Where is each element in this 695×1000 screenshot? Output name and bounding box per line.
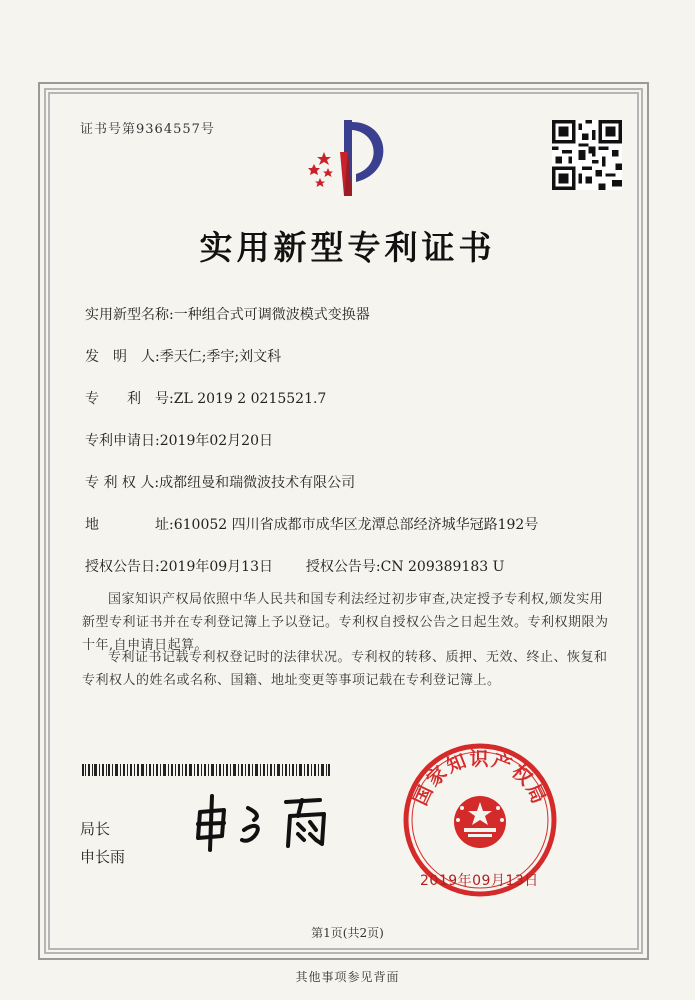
- grant-statement: 国家知识产权局依照中华人民共和国专利法经过初步审查,决定授予专利权,颁发实用新型专利证书并在专利登记簿上予以登记。专利权自授权公告之日起生效。专利权期限为十年,自申请日起算。: [82, 592, 609, 653]
- signatory-name: 申长雨: [80, 848, 126, 866]
- field-grant-date: [85, 556, 504, 576]
- field-patentee: [85, 472, 355, 492]
- qr-code-icon: [552, 120, 622, 190]
- field-value: 610052 四川省成都市成华区龙潭总部经济城华冠路192号: [173, 517, 539, 533]
- seal-date: 2019年09月13日: [420, 873, 539, 889]
- barcode-icon: [82, 764, 330, 776]
- field-address: [85, 514, 538, 534]
- field-value: 2019年02月20日: [159, 433, 273, 449]
- field-value: 2019年09月13日: [159, 559, 273, 575]
- field-value: ZL 2019 2 0215521.7: [173, 391, 327, 407]
- certificate-number: 证书号第9364557号: [80, 122, 215, 137]
- field-label: 实用新型名称:: [85, 307, 174, 323]
- field-patent-number: [85, 388, 326, 408]
- field-value: 季天仁;季宇;刘文科: [159, 349, 282, 365]
- field-value: 成都纽曼和瑞微波技术有限公司: [159, 475, 356, 491]
- field-application-date: [85, 430, 273, 450]
- certificate-title: 实用新型专利证书: [199, 228, 496, 267]
- field-label: 授权公告日:: [85, 559, 160, 575]
- field-label: 专 利 号:: [85, 391, 174, 407]
- field-label: 地 址:: [85, 517, 174, 533]
- handwritten-signature-icon: [190, 790, 350, 855]
- field-utility-model-name: [85, 304, 370, 324]
- field-label: 专利申请日:: [85, 433, 160, 449]
- svg-text:国家知识产权局: 国家知识产权局: [409, 748, 551, 809]
- cnipa-emblem-icon: [300, 112, 400, 204]
- field-label: 发 明 人:: [85, 349, 160, 365]
- field-value: 一种组合式可调微波模式变换器: [173, 307, 370, 323]
- signatory-title: 局长: [80, 820, 111, 838]
- announcement-label: 授权公告号:: [305, 559, 381, 575]
- announcement-number: CN 209389183 U: [380, 559, 505, 575]
- field-label: 专 利 权 人:: [85, 475, 160, 491]
- legal-status-statement: 专利证书记载专利权登记时的法律状况。专利权的转移、质押、无效、终止、恢复和专利权人的姓名或名称、国籍、地址变更等事项记载在专利登记簿上。: [82, 650, 608, 688]
- field-inventors: [85, 346, 281, 366]
- footer-note: 其他事项参见背面: [295, 970, 400, 984]
- page-number: 第1页(共2页): [311, 926, 384, 940]
